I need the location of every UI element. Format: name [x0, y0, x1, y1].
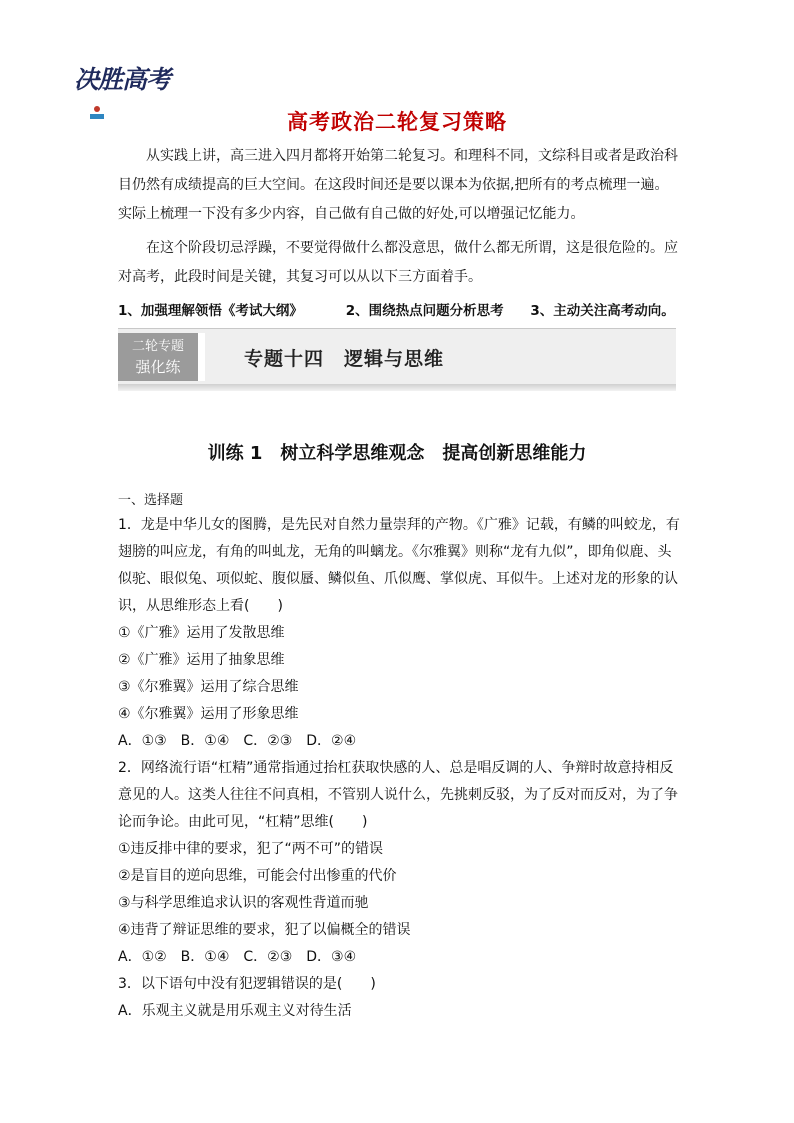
section-title: 训练 1 树立科学思维观念 提高创新思维能力 [207, 443, 587, 464]
question-options: A．①② B．①④ C．②③ D．③④ [118, 949, 357, 965]
question-stem: 3．以下语句中没有犯逻辑错误的是( ) [118, 976, 376, 992]
question-item: ④违背了辩证思维的要求，犯了以偏概全的错误 [118, 922, 411, 938]
topic-badge [118, 333, 198, 381]
question-item: ③与科学思维追求认识的客观性背道而驰 [118, 895, 369, 911]
question-item: ③《尔雅翼》运用了综合思维 [118, 679, 299, 695]
question-list [118, 512, 680, 1025]
topic-title: 专题十四 逻辑与思维 [244, 348, 445, 370]
question-item: ②是盲目的逆向思维，可能会付出惨重的代价 [118, 868, 397, 884]
badge-separator [198, 333, 205, 381]
logo-text: 决胜高考 [74, 65, 171, 94]
banner-shadow [118, 384, 676, 391]
strategy-point: 2、围绕热点问题分析思考 [345, 303, 504, 319]
badge-line-1: 二轮专题 [131, 339, 184, 354]
questions-header: 一、选择题 [118, 493, 184, 508]
question-stem: 2．网络流行语“杠精”通常指通过抬杠获取快感的人、总是唱反调的人、争辩时故意持相反意见的人。这类人往往不问真相，不管别人说什么，先挑刺反驳，为了反对而反对，为了争论而争论。由此可见，“杠精”思维( ) [118, 760, 678, 830]
strategy-point: 1、加强理解领悟《考试大纲》 [118, 303, 303, 319]
question-item: ①《广雅》运用了发散思维 [118, 625, 285, 641]
question-item: ①违反排中律的要求，犯了“两不可”的错误 [118, 841, 384, 857]
strategy-points [118, 299, 688, 319]
intro-paragraph-2: 在这个阶段切忌浮躁，不要觉得做什么都没意思，做什么都无所谓，这是很危险的。应对高考，此段时间是关键，其复习可以从以下三方面着手。 [118, 240, 678, 285]
topic-banner [118, 328, 676, 385]
question-item: ②《广雅》运用了抽象思维 [118, 652, 285, 668]
question-option: A．乐观主义就是用乐观主义对待生活 [118, 1003, 352, 1019]
badge-line-2: 强化练 [135, 358, 181, 376]
intro-paragraph-1: 从实践上讲，高三进入四月都将开始第二轮复习。和理科不同，文综科目或者是政治科目仍然有成绩提高的巨大空间。在这段时间还是要以课本为依据,把所有的考点梳理一遍。实际上梳理一下没有多少内容，自己做有自己做的好处,可以增强记忆能力。 [118, 148, 678, 222]
strategy-point: 3、主动关注高考动向。 [530, 303, 675, 319]
question-options: A．①③ B．①④ C．②③ D．②④ [118, 733, 357, 749]
page-title: 高考政治二轮复习策略 [287, 110, 507, 134]
question-stem: 1．龙是中华儿女的图腾，是先民对自然力量崇拜的产物。《广雅》记载，有鳞的叫蛟龙，有翅膀的叫应龙，有角的叫虬龙，无角的叫螭龙。《尔雅翼》则称“龙有九似”，即角似鹿、头似驼、眼似兔、项似蛇、腹似蜃、鳞似鱼、爪似鹰、掌似虎、耳似牛。上述对龙的形象的认识，从思维形态上看( ) [118, 517, 680, 614]
question-item: ④《尔雅翼》运用了形象思维 [118, 706, 299, 722]
